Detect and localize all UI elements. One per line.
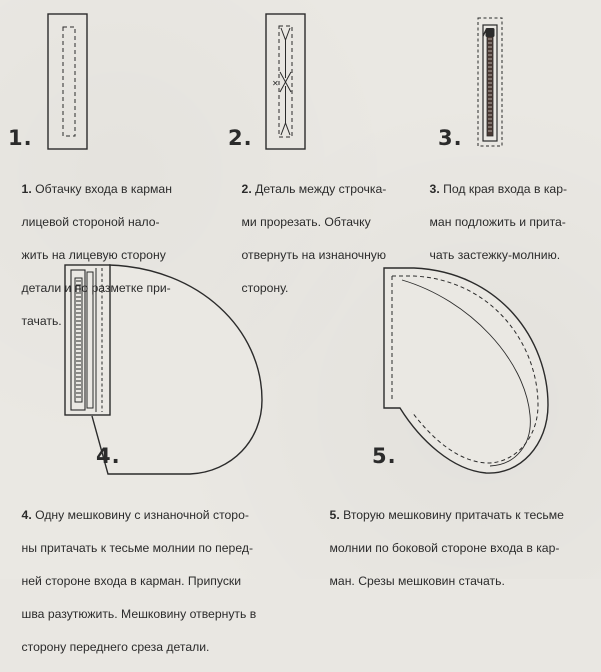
caption-number: 1.: [21, 181, 32, 196]
caption-line: лицевой стороной нало-: [21, 214, 160, 229]
step-number-2: 2.: [228, 126, 253, 150]
caption-line: сторону.: [241, 280, 289, 295]
step-number-3: 3.: [438, 126, 463, 150]
caption-line: Обтачку входа в карман: [31, 181, 172, 196]
caption-line: Одну мешковину с изнаночной сторо-: [31, 507, 249, 522]
caption-line: Под края входа в кар-: [439, 181, 568, 196]
caption-line: ны притачать к тесьме молнии по перед-: [21, 540, 254, 555]
caption-line: чать застежку-молнию.: [429, 247, 561, 262]
figure-2-cut-facing: [266, 14, 305, 149]
step-number-4: 4.: [96, 444, 121, 468]
caption-number: 2.: [241, 181, 252, 196]
figure-1-facing: [48, 14, 87, 149]
caption-line: Деталь между строчка-: [251, 181, 387, 196]
caption-number: 4.: [21, 507, 32, 522]
caption-line: ман. Срезы мешковин стачать.: [329, 573, 505, 588]
caption-line: молнии по боковой стороне входа в кар-: [329, 540, 560, 555]
caption-line: Вторую мешковину притачать к тесьме: [339, 507, 564, 522]
caption-line: сторону переднего среза детали.: [21, 639, 210, 654]
step-caption-5: [316, 490, 564, 606]
svg-text:✕: ✕: [272, 79, 279, 88]
figure-5-pocket-bag-back: [384, 268, 548, 473]
step-caption-2: [228, 164, 386, 313]
caption-number: 3.: [429, 181, 440, 196]
step-caption-3: [416, 164, 567, 280]
caption-line: ней стороне входа в карман. Припуски: [21, 573, 242, 588]
step-number-1: 1.: [8, 126, 33, 150]
step-number-5: 5.: [372, 444, 397, 468]
caption-line: ми прорезать. Обтачку: [241, 214, 371, 229]
caption-line: отвернуть на изнаночную: [241, 247, 387, 262]
caption-line: тачать.: [21, 313, 62, 328]
caption-line: жить на лицевую сторону: [21, 247, 166, 262]
caption-line: ман подложить и прита-: [429, 214, 566, 229]
caption-number: 5.: [329, 507, 340, 522]
caption-line: детали и по разметке при-: [21, 280, 171, 295]
step-caption-4: [8, 490, 256, 672]
caption-line: шва разутюжить. Мешковину отвернуть в: [21, 606, 257, 621]
figure-3-zipper: [478, 18, 502, 146]
step-caption-1: [8, 164, 172, 346]
